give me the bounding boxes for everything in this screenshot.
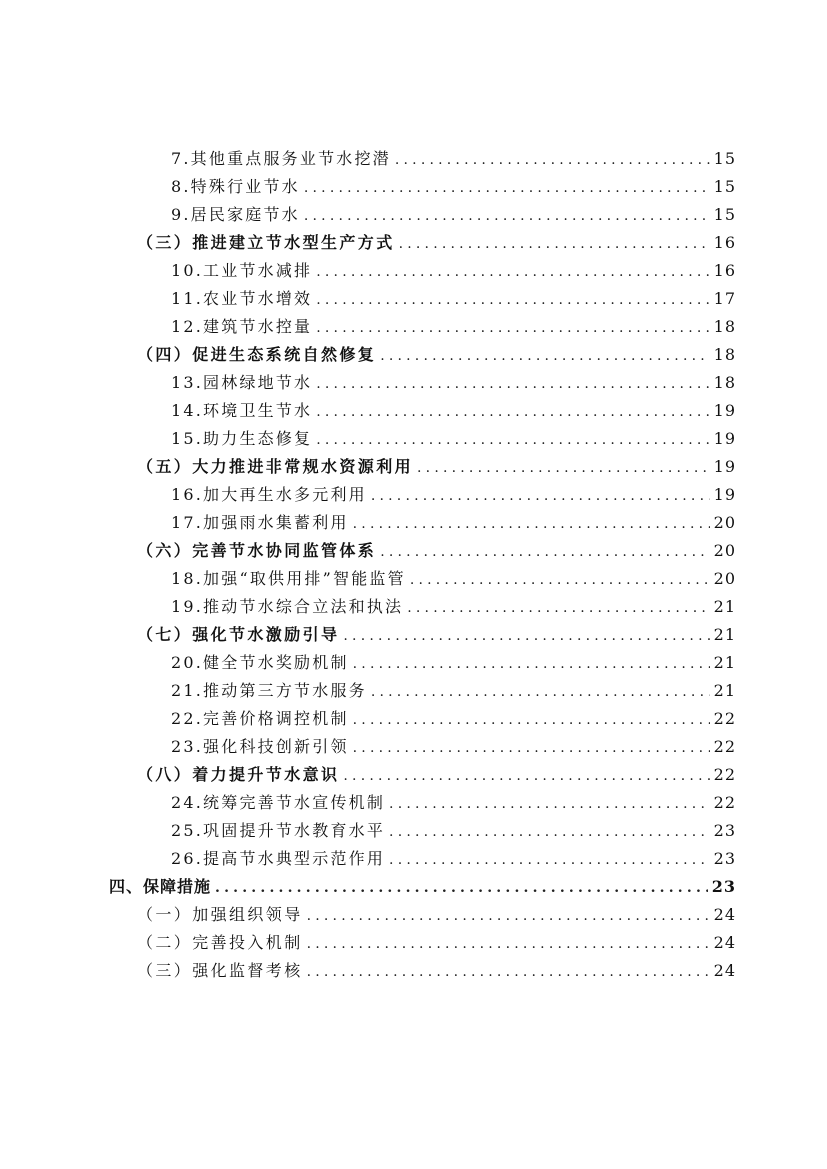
toc-section-entry[interactable] (137, 957, 736, 985)
toc-entry-title: （五）大力推进非常规水资源利用 (137, 457, 414, 476)
toc-entry-title: （三）强化监督考核 (137, 961, 303, 980)
toc-leader-dots (371, 678, 710, 706)
toc-entry-title: 10.工业节水减排 (171, 261, 313, 280)
toc-leader-dots (380, 538, 709, 566)
toc-leader-dots (343, 762, 709, 790)
toc-leader-dots (307, 958, 710, 986)
toc-entry-title: 19.推动节水综合立法和执法 (171, 597, 404, 616)
toc-section-entry[interactable] (137, 761, 736, 789)
toc-entry-page: 16 (713, 261, 736, 280)
toc-entry-title: （三）推进建立节水型生产方式 (137, 233, 395, 252)
toc-entry-title: 23.强化科技创新引领 (171, 737, 349, 756)
toc-leader-dots (380, 342, 709, 370)
toc-entry-page: 17 (713, 289, 736, 308)
toc-entry-title: 26.提高节水典型示范作用 (171, 849, 386, 868)
toc-entry-title: 11.农业节水增效 (171, 289, 313, 308)
toc-entry-page: 18 (713, 373, 736, 392)
toc-entry-title: 16.加大再生水多元利用 (171, 485, 367, 504)
toc-leader-dots (316, 258, 709, 286)
toc-entry[interactable] (171, 173, 736, 201)
toc-entry-page: 16 (713, 233, 736, 252)
toc-section-entry[interactable] (137, 621, 736, 649)
toc-leader-dots (407, 594, 709, 622)
toc-leader-dots (353, 510, 710, 538)
toc-entry[interactable] (171, 733, 736, 761)
toc-entry-title: 24.统筹完善节水宣传机制 (171, 793, 386, 812)
toc-entry-title: 13.园林绿地节水 (171, 373, 313, 392)
toc-leader-dots (215, 874, 708, 902)
toc-entry-page: 19 (713, 401, 736, 420)
toc-entry[interactable] (171, 285, 736, 313)
toc-entry-title: 22.完善价格调控机制 (171, 709, 349, 728)
toc-entry[interactable] (171, 369, 736, 397)
toc-leader-dots (417, 454, 710, 482)
toc-entry-page: 22 (713, 737, 736, 756)
toc-leader-dots (316, 314, 709, 342)
toc-leader-dots (304, 174, 710, 202)
toc-leader-dots (316, 398, 709, 426)
toc-entry-page: 15 (713, 177, 736, 196)
toc-entry[interactable] (171, 509, 736, 537)
toc-leader-dots (395, 146, 710, 174)
toc-entry[interactable] (171, 565, 736, 593)
toc-entry-page: 23 (713, 849, 736, 868)
toc-entry[interactable] (171, 313, 736, 341)
toc-entry-title: 15.助力生态修复 (171, 429, 313, 448)
toc-leader-dots (399, 230, 710, 258)
toc-entry[interactable] (171, 481, 736, 509)
toc-leader-dots (410, 566, 710, 594)
toc-entry[interactable] (171, 201, 736, 229)
toc-entry-page: 23 (713, 821, 736, 840)
toc-entry-page: 23 (711, 877, 736, 896)
toc-section-entry[interactable] (137, 901, 736, 929)
toc-entry-title: （七）强化节水激励引导 (137, 625, 340, 644)
toc-entry-page: 18 (713, 345, 736, 364)
toc-leader-dots (371, 482, 710, 510)
toc-entry-title: 8.特殊行业节水 (171, 177, 300, 196)
toc-entry-title: 14.环境卫生节水 (171, 401, 313, 420)
toc-section-entry[interactable] (137, 229, 736, 257)
toc-entry-page: 19 (713, 429, 736, 448)
toc-entry-title: （四）促进生态系统自然修复 (137, 345, 377, 364)
toc-entry-page: 21 (713, 681, 736, 700)
toc-entry[interactable] (171, 845, 736, 873)
toc-section-entry[interactable] (137, 341, 736, 369)
toc-leader-dots (307, 902, 710, 930)
toc-entry-title: 20.健全节水奖励机制 (171, 653, 349, 672)
toc-entry-page: 19 (713, 485, 736, 504)
toc-entry-title: 17.加强雨水集蓄利用 (171, 513, 349, 532)
toc-entry-page: 22 (713, 793, 736, 812)
toc-entry-page: 18 (713, 317, 736, 336)
toc-leader-dots (307, 930, 710, 958)
toc-entry-page: 15 (713, 205, 736, 224)
toc-entry-title: 四、保障措施 (109, 877, 212, 896)
toc-chapter-entry[interactable] (109, 873, 736, 901)
toc-entry[interactable] (171, 705, 736, 733)
toc-section-entry[interactable] (137, 537, 736, 565)
toc-leader-dots (353, 650, 710, 678)
toc-leader-dots (316, 426, 709, 454)
toc-entry-title: （六）完善节水协同监管体系 (137, 541, 377, 560)
toc-section-entry[interactable] (137, 453, 736, 481)
toc-entry-title: （八）着力提升节水意识 (137, 765, 340, 784)
toc-leader-dots (304, 202, 710, 230)
toc-entry-title: 9.居民家庭节水 (171, 205, 300, 224)
toc-entry-title: 21.推动第三方节水服务 (171, 681, 367, 700)
toc-entry-page: 24 (713, 933, 736, 952)
toc-entry-page: 21 (713, 625, 736, 644)
toc-leader-dots (316, 286, 709, 314)
toc-entry-page: 22 (713, 709, 736, 728)
toc-entry[interactable] (171, 593, 736, 621)
toc-entry-title: （二）完善投入机制 (137, 933, 303, 952)
toc-entry-page: 20 (713, 569, 736, 588)
toc-entry[interactable] (171, 257, 736, 285)
toc-entry-page: 21 (713, 653, 736, 672)
toc-entry-title: 7.其他重点服务业节水挖潜 (171, 149, 391, 168)
toc-entry-page: 20 (713, 541, 736, 560)
toc-leader-dots (389, 790, 710, 818)
toc-entry-page: 24 (713, 961, 736, 980)
toc-leader-dots (389, 846, 710, 874)
toc-entry-page: 19 (713, 457, 736, 476)
toc-section-entry[interactable] (137, 929, 736, 957)
toc-entry[interactable] (171, 817, 736, 845)
toc-entry-page: 15 (713, 149, 736, 168)
toc-entry-title: 25.巩固提升节水教育水平 (171, 821, 386, 840)
toc-entry-page: 21 (713, 597, 736, 616)
toc-entry-page: 24 (713, 905, 736, 924)
toc-leader-dots (389, 818, 710, 846)
toc-entry[interactable] (171, 145, 736, 173)
toc-entry[interactable] (171, 649, 736, 677)
toc-leader-dots (343, 622, 709, 650)
toc-leader-dots (353, 734, 710, 762)
toc-entry[interactable] (171, 677, 736, 705)
toc-entry-title: 18.加强“取供用排”智能监管 (171, 569, 406, 588)
toc-entry-page: 22 (713, 765, 736, 784)
toc-entry[interactable] (171, 425, 736, 453)
toc-entry-title: 12.建筑节水控量 (171, 317, 313, 336)
toc-entry-page: 20 (713, 513, 736, 532)
toc-leader-dots (316, 370, 709, 398)
toc-leader-dots (353, 706, 710, 734)
toc-entry-title: （一）加强组织领导 (137, 905, 303, 924)
toc-entry[interactable] (171, 789, 736, 817)
toc-entry[interactable] (171, 397, 736, 425)
